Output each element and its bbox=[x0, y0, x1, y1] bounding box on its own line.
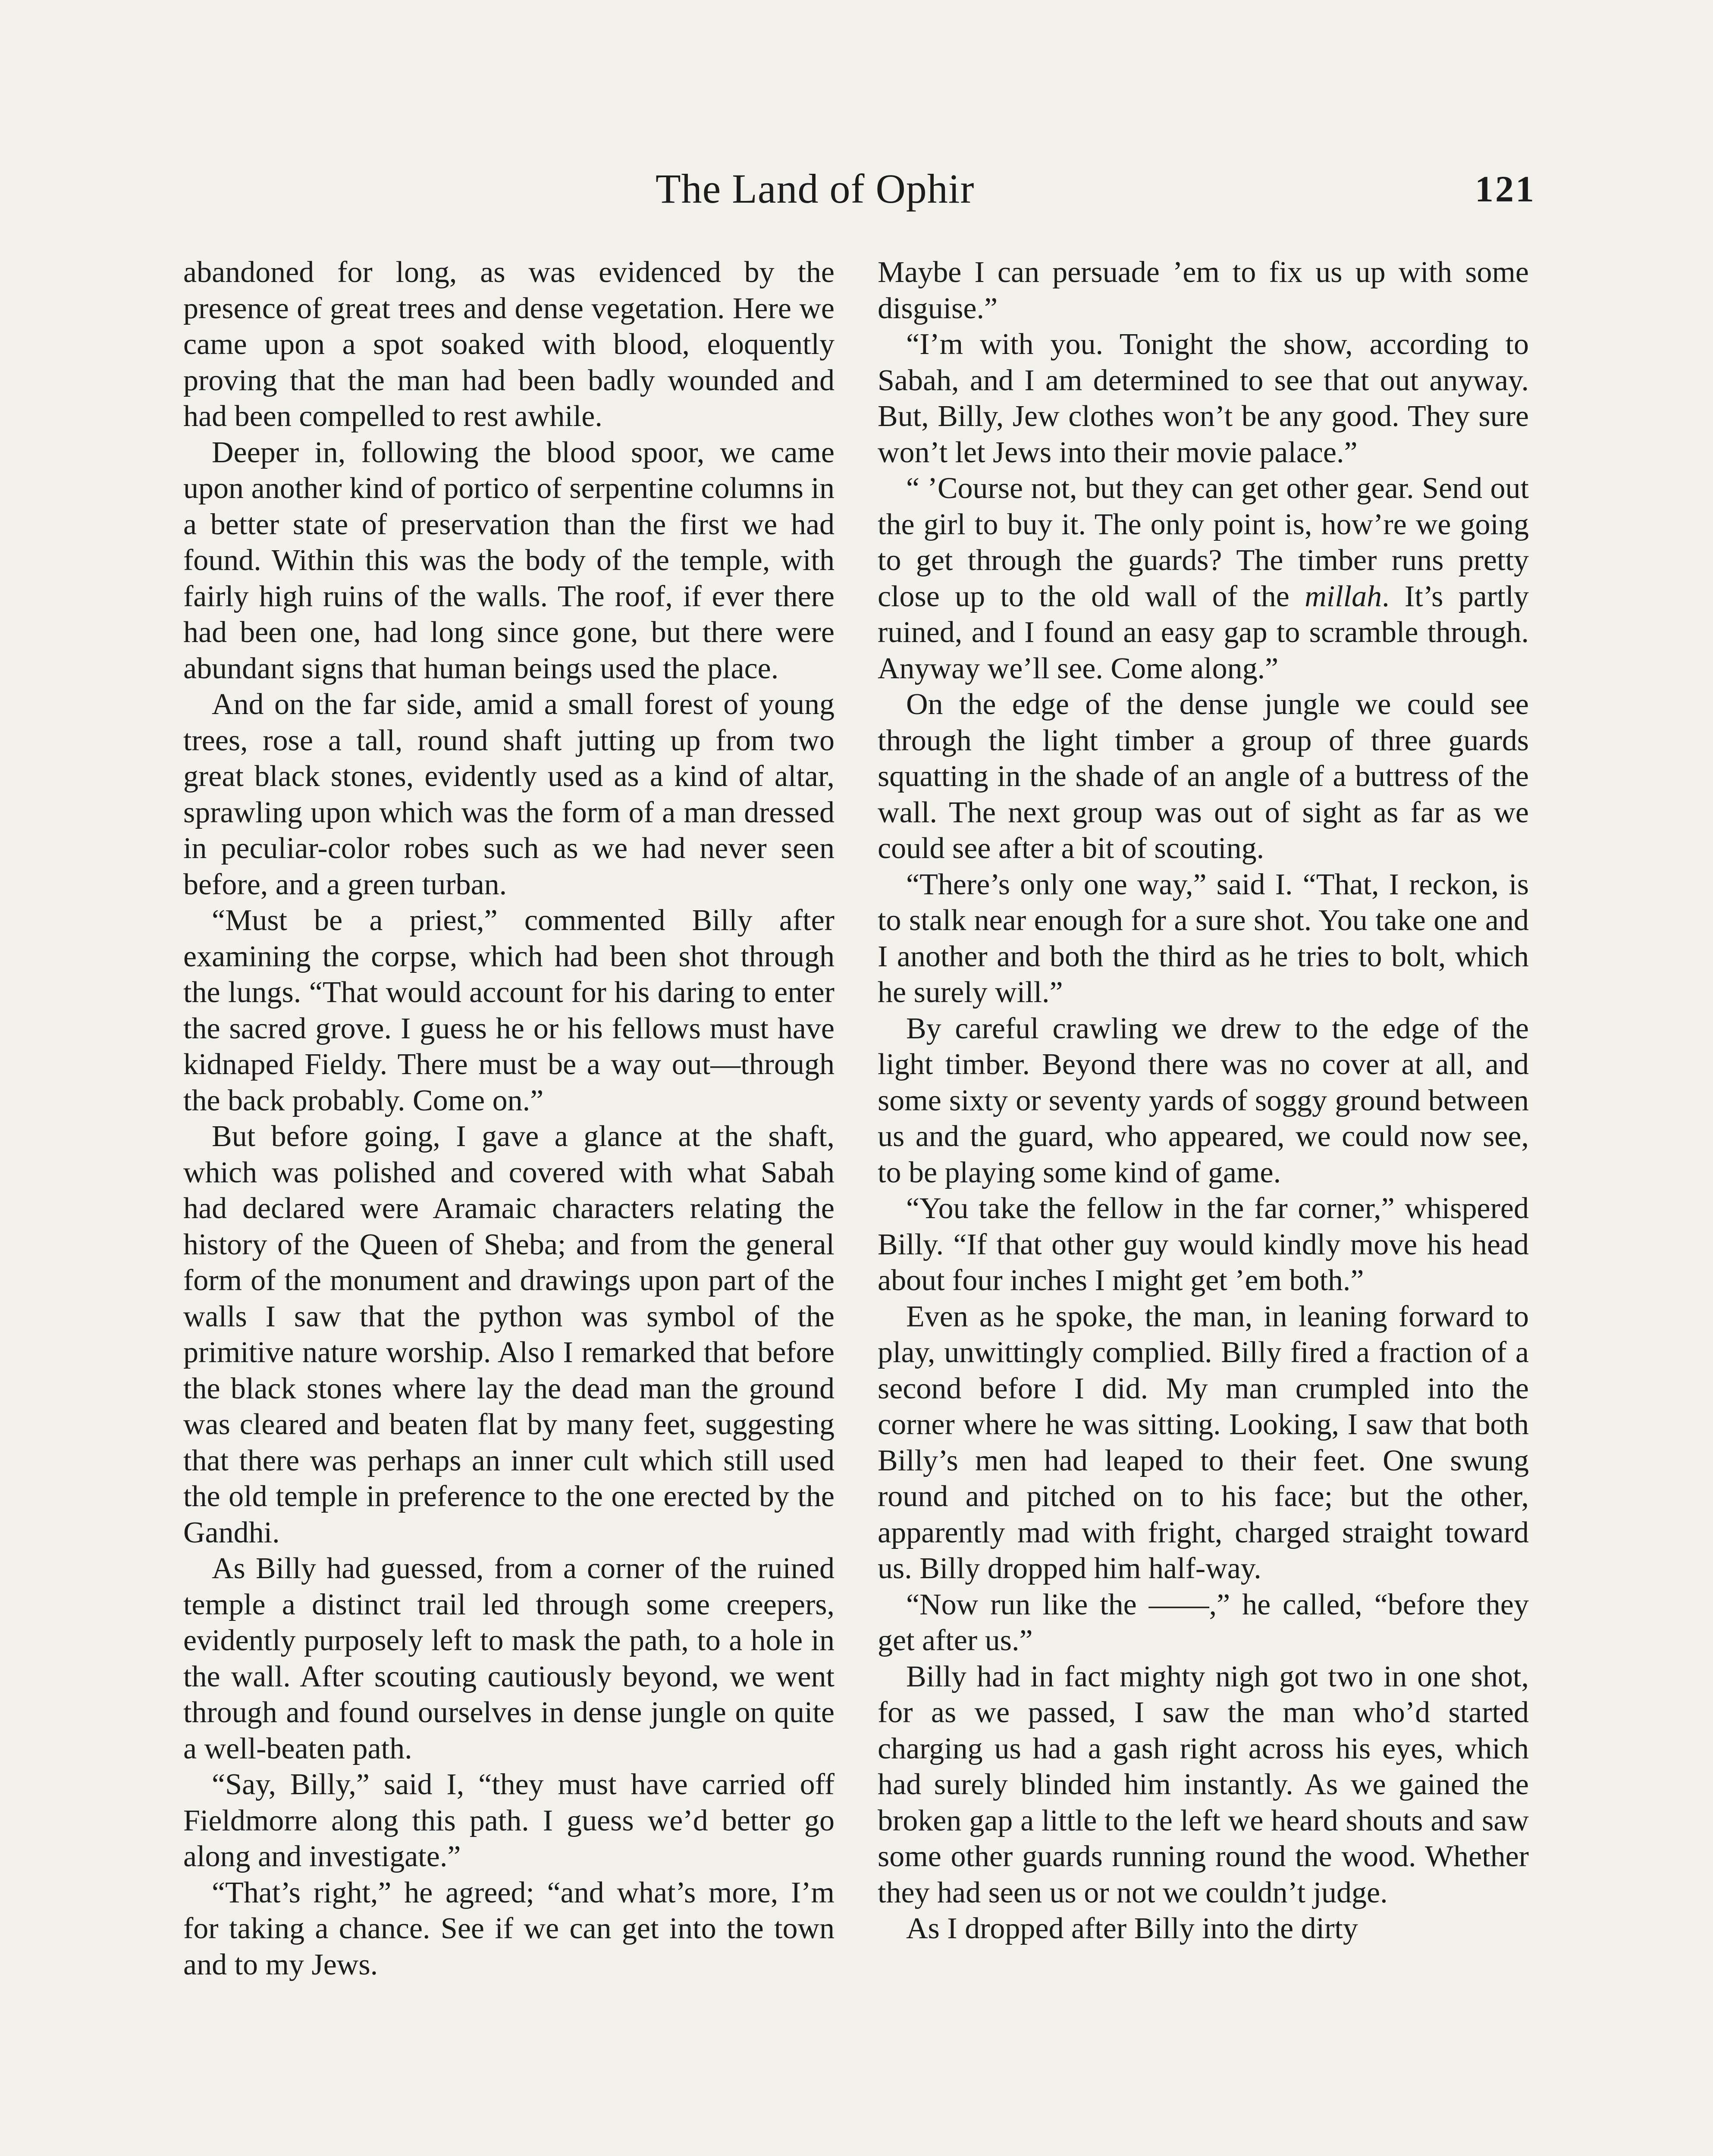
paragraph: abandoned for long, as was evidenced by the presence of great trees and dense vegetation. Here we came upon a spot soaked with blood, eloquently proving that the man had been badly wounded and had been compelled to rest awhile. bbox=[183, 256, 835, 433]
paragraph: Billy had in fact mighty nigh got two in one shot, for as we passed, I saw the man who’d started charging us had a gash right across his eyes, which had surely blinded him instantly. As we gained the broken gap a little to the left we heard shouts and saw some other guards running round the wood. Whether they had seen us or not we couldn’t judge. bbox=[878, 1660, 1529, 1909]
running-title: The Land of Ophir bbox=[656, 166, 975, 212]
paragraph-text: . It’s partly ruined, and I found an easy gap to scramble through. Anyway we’ll see. Come along.” bbox=[878, 580, 1529, 685]
paragraph: On the edge of the dense jungle we could see through the light timber a group of three guards squatting in the shade of an angle of a buttress of the wall. The next group was out of sight as far as we could see after a bit of scouting. bbox=[878, 688, 1529, 865]
left-column bbox=[183, 254, 835, 1983]
paragraph: “I’m with you. Tonight the show, according to Sabah, and I am determined to see that out anyway. But, Billy, Jew clothes won’t be any good. They sure won’t let Jews into their movie palace.” bbox=[878, 328, 1529, 469]
italic-word: millah bbox=[1305, 580, 1382, 613]
paragraph: And on the far side, amid a small forest of young trees, rose a tall, round shaft jutting up from two great black stones, evidently used as a kind of altar, sprawling upon which was the form of a man dressed in peculiar-color robes such as we had never seen before, and a green turban. bbox=[183, 688, 835, 901]
paragraph: As I dropped after Billy into the dirty bbox=[906, 1912, 1358, 1945]
page-number: 121 bbox=[1475, 168, 1536, 210]
running-header bbox=[0, 165, 1713, 221]
right-column bbox=[878, 254, 1529, 1947]
paragraph: “That’s right,” he agreed; “and what’s more, I’m for taking a chance. See if we can get into the town and to my Jews. bbox=[183, 1876, 835, 1981]
paragraph: By careful crawling we drew to the edge of the light timber. Beyond there was no cover at all, and some sixty or seventy yards of soggy ground between us and the guard, who appeared, we could now see, to be playing some kind of game. bbox=[878, 1012, 1529, 1189]
paragraph: As Billy had guessed, from a corner of the ruined temple a distinct trail led through some creepers, evidently purposely left to mask the path, to a hole in the wall. After scouting cautiously beyond, we went through and found ourselves in dense jungle on quite a well-beaten path. bbox=[183, 1552, 835, 1765]
paragraph: Deeper in, following the blood spoor, we came upon another kind of portico of serpentine columns in a better state of preservation than the first we had found. Within this was the body of the temple, with fairly high ruins of the walls. The roof, if ever there had been one, had long since gone, but there were abundant signs that human beings used the place. bbox=[183, 436, 835, 685]
paragraph: “Now run like the ——,” he called, “before they get after us.” bbox=[878, 1588, 1529, 1657]
paragraph: Even as he spoke, the man, in leaning forward to play, unwittingly complied. Billy fired a fraction of a second before I did. My man crumpled into the corner where he was sitting. Looking, I saw that both Billy’s men had leaped to their feet. One swung round and pitched on to his face; but the other, apparently mad with fright, charged straight toward us. Billy dropped him half-way. bbox=[878, 1300, 1529, 1585]
paragraph: “Must be a priest,” commented Billy after examining the corpse, which had been shot through the lungs. “That would account for his daring to enter the sacred grove. I guess he or his fellows must have kidnaped Fieldy. There must be a way out—through the back probably. Come on.” bbox=[183, 904, 835, 1117]
paragraph: But before going, I gave a glance at the shaft, which was polished and covered with what Sabah had declared were Aramaic characters relating the history of the Queen of Sheba; and from the general form of the monument and drawings upon part of the walls I saw that the python was symbol of the primitive nature worship. Also I remarked that before the black stones where lay the dead man the ground was cleared and beaten flat by many feet, suggesting that there was perhaps an inner cult which still used the old temple in preference to the one erected by the Gandhi. bbox=[183, 1120, 835, 1549]
paragraph: “There’s only one way,” said I. “That, I reckon, is to stalk near enough for a sure shot. You take one and I another and both the third as he tries to bolt, which he surely will.” bbox=[878, 868, 1529, 1009]
paragraph: Maybe I can persuade ’em to fix us up with some disguise.” bbox=[878, 256, 1529, 325]
paragraph-text: “ ’Course not, but they can get other gear. Send out the girl to buy it. The only point is, how’re we going to get through the guards? The timber runs pretty close up to the old wall of the bbox=[878, 472, 1529, 613]
paragraph: “You take the fellow in the far corner,” whispered Billy. “If that other guy would kindly move his head about four inches I might get ’em both.” bbox=[878, 1192, 1529, 1297]
paragraph bbox=[878, 470, 1529, 686]
paragraph: “Say, Billy,” said I, “they must have carried off Fieldmorre along this path. I guess we’d better go along and investigate.” bbox=[183, 1768, 835, 1873]
